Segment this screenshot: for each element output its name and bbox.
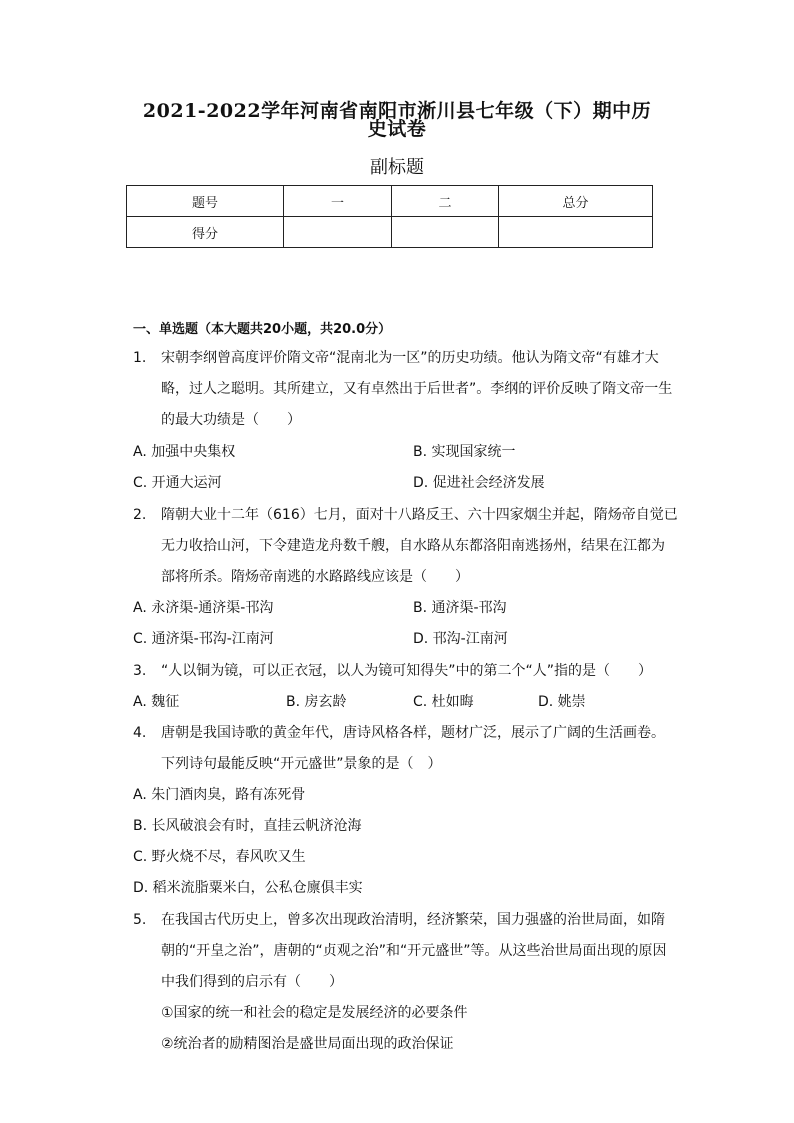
score-header-cell: 题号: [127, 186, 284, 217]
option-b: B. 房玄龄: [286, 694, 347, 710]
option-a: A. 永济渠-通济渠-邗沟: [133, 600, 274, 616]
question-number: 4.: [133, 725, 147, 741]
score-row-label: 得分: [127, 217, 284, 248]
option-d: D. 稻米流脂粟米白，公私仓廪俱丰实: [133, 880, 363, 896]
option-b: B. 长风破浪会有时，直挂云帆济沧海: [133, 818, 362, 834]
option-a: A. 加强中央集权: [133, 444, 236, 460]
option-b: B. 实现国家统一: [413, 444, 516, 460]
statement-1: ①国家的统一和社会的稳定是发展经济的必要条件: [161, 1005, 468, 1021]
score-cell: [284, 217, 392, 248]
option-d: D. 邗沟-江南河: [413, 631, 508, 647]
option-a: A. 魏征: [133, 694, 180, 710]
question-stem: “人以铜为镜，可以正衣冠，以人为镜可知得失”中的第二个“人”指的是（ ）: [161, 663, 653, 679]
page-subtitle: 副标题: [370, 157, 424, 178]
score-table: [126, 185, 653, 248]
question-5: [133, 905, 678, 998]
score-header-cell: 二: [392, 186, 499, 217]
question-2: [133, 500, 678, 593]
question-number: 3.: [133, 663, 147, 679]
option-c: C. 通济渠-邗沟-江南河: [133, 631, 274, 647]
score-header-cell: 总分: [499, 186, 653, 217]
page-title-line1: 2021-2022学年河南省南阳市淅川县七年级（下）期中历: [142, 100, 652, 122]
statement-2: ②统治者的励精图治是盛世局面出现的政治保证: [161, 1036, 454, 1052]
question-number: 1.: [133, 350, 147, 366]
option-a: A. 朱门酒肉臭，路有冻死骨: [133, 787, 306, 803]
question-stem: 宋朝李纲曾高度评价隋文帝“混南北为一区”的历史功绩。他认为隋文帝“有雄才大略，过人之聪明。其所建立，又有卓然出于后世者”。李纲的评价反映了隋文帝一生的最大功绩是（ ）: [161, 350, 673, 428]
score-table-header-row: [127, 186, 653, 217]
option-b: B. 通济渠-邗沟: [413, 600, 507, 616]
score-cell: [499, 217, 653, 248]
question-number: 5.: [133, 912, 147, 928]
question-stem: 唐朝是我国诗歌的黄金年代，唐诗风格各样，题材广泛，展示了广阔的生活画卷。下列诗句最能反映“开元盛世”景象的是（ ）: [161, 725, 665, 772]
question-number: 2.: [133, 507, 147, 523]
section-heading: 一、单选题（本大题共20小题，共20.0分）: [133, 322, 392, 337]
score-cell: [392, 217, 499, 248]
question-1: [133, 343, 678, 436]
question-3: [133, 656, 678, 687]
score-header-cell: 一: [284, 186, 392, 217]
question-stem: 隋朝大业十二年（616）七月，面对十八路反王、六十四家烟尘并起，隋炀帝自觉已无力收拾山河，下令建造龙舟数千艘，自水路从东都洛阳南逃扬州，结果在江都为部将所杀。隋炀帝南逃的水路路线应该是（ ）: [161, 507, 678, 585]
option-c: C. 杜如晦: [413, 694, 474, 710]
option-c: C. 野火烧不尽，春风吹又生: [133, 849, 306, 865]
question-stem: 在我国古代历史上，曾多次出现政治清明，经济繁荣，国力强盛的治世局面，如隋朝的“开皇之治”，唐朝的“贞观之治”和“开元盛世”等。从这些治世局面出现的原因中我们得到的启示有（ ）: [161, 912, 667, 990]
score-table-score-row: [127, 217, 653, 248]
option-c: C. 开通大运河: [133, 475, 222, 491]
question-4: [133, 718, 678, 780]
option-d: D. 姚崇: [538, 694, 586, 710]
option-d: D. 促进社会经济发展: [413, 475, 545, 491]
page-title-line2: 史试卷: [367, 118, 427, 140]
